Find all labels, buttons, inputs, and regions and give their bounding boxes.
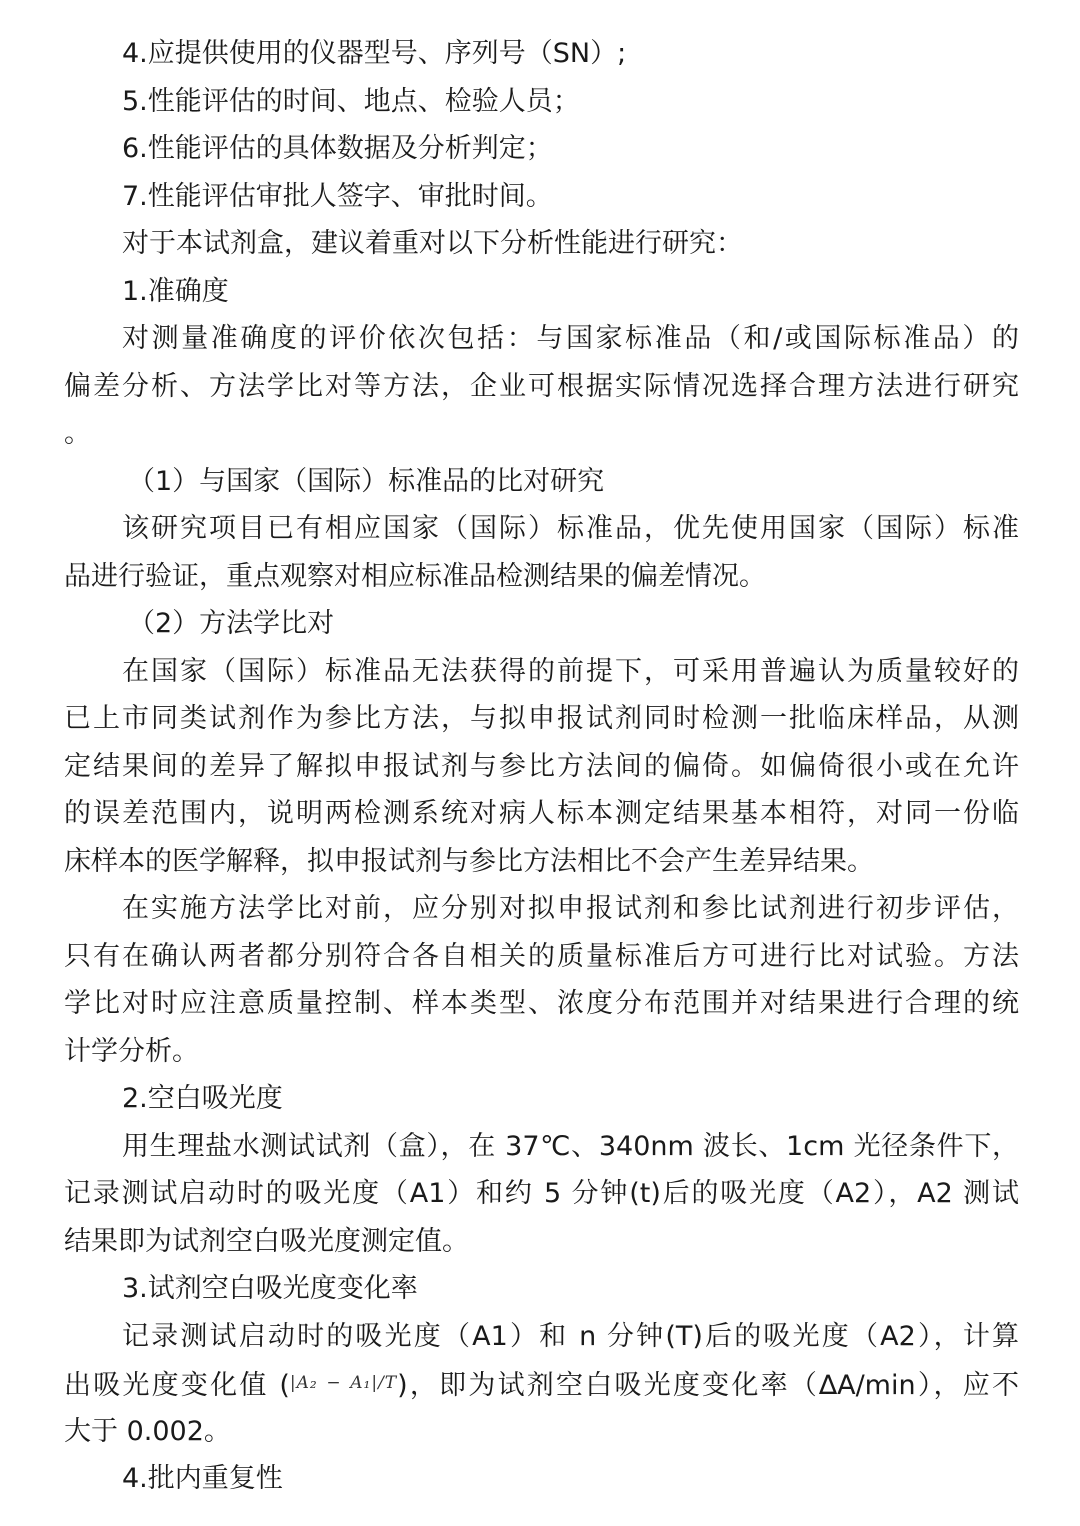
- text-line: （1）与国家（国际）标准品的比对研究: [128, 465, 605, 497]
- text-line: 对于本试剂盒，建议着重对以下分析性能进行研究：: [122, 228, 743, 259]
- text-line: 6.性能评估的具体数据及分析判定；: [122, 133, 553, 164]
- text-line: 大于 0.002。: [64, 1415, 231, 1447]
- tail-lines: [64, 1408, 1019, 1503]
- text-line: 记录测试启动时的吸光度（A1）和约 5 分钟(t)后的吸光度（A2），A2 测试: [64, 1178, 1019, 1209]
- text-line: 结果即为试剂空白吸光度测定值。: [64, 1225, 469, 1257]
- text-line: 偏差分析、方法学比对等方法，企业可根据实际情况选择合理方法进行研究: [64, 370, 1019, 402]
- text-line: 4.应提供使用的仪器型号、序列号（SN）;: [122, 38, 627, 69]
- text-line: 3.试剂空白吸光度变化率: [122, 1273, 418, 1304]
- text-line: 对测量准确度的评价依次包括：与国家标准品（和/或国际标准品）的: [122, 323, 1019, 354]
- text-line: （2）方法学比对: [128, 608, 335, 639]
- document-body: [64, 30, 1019, 1503]
- text-line: 床样本的医学解释，拟申报试剂与参比方法相比不会产生差异结果。: [64, 845, 874, 877]
- text-line: 用生理盐水测试试剂（盒），在 37℃、340nm 波长、1cm 光径条件下，: [122, 1130, 1019, 1162]
- text-line: 品进行验证，重点观察对相应标准品检测结果的偏差情况。: [64, 560, 766, 592]
- text-line: 7.性能评估审批人签字、审批时间。: [122, 180, 553, 212]
- paragraph-lines: [64, 30, 1019, 1360]
- text-line: 已上市同类试剂作为参比方法，与拟申报试剂同时检测一批临床样品，从测: [64, 703, 1019, 734]
- text-line: 该研究项目已有相应国家（国际）标准品，优先使用国家（国际）标准: [122, 513, 1019, 544]
- text-line: 在实施方法学比对前，应分别对拟申报试剂和参比试剂进行初步评估，: [122, 893, 1019, 924]
- text-line: 的误差范围内，说明两检测系统对病人标本测定结果基本相符，对同一份临: [64, 798, 1019, 829]
- formula-line-after: )，即为试剂空白吸光度变化率（∆A/min），应不: [397, 1370, 1019, 1401]
- text-line: 在国家（国际）标准品无法获得的前提下，可采用普遍认为质量较好的: [122, 655, 1019, 687]
- text-line: 。: [64, 418, 91, 449]
- text-line: 计学分析。: [64, 1035, 199, 1067]
- text-line: 1.准确度: [122, 275, 229, 307]
- formula-line-before: 出吸光度变化值 (: [64, 1370, 290, 1401]
- text-line: 只有在确认两者都分别符合各自相关的质量标准后方可进行比对试验。方法: [64, 940, 1019, 972]
- text-line: 4.批内重复性: [122, 1463, 283, 1494]
- formula-line: [64, 1360, 1019, 1408]
- text-line: 记录测试启动时的吸光度（A1）和 n 分钟(T)后的吸光度（A2），计算: [122, 1320, 1019, 1352]
- text-line: 定结果间的差异了解拟申报试剂与参比方法间的偏倚。如偏倚很小或在允许: [64, 750, 1019, 782]
- text-line: 5.性能评估的时间、地点、检验人员；: [122, 85, 580, 117]
- absorbance-change-formula: |A₂ − A₁|/T: [289, 1373, 398, 1393]
- text-line: 2.空白吸光度: [122, 1083, 283, 1114]
- text-line: 学比对时应注意质量控制、样本类型、浓度分布范围并对结果进行合理的统: [64, 988, 1019, 1019]
